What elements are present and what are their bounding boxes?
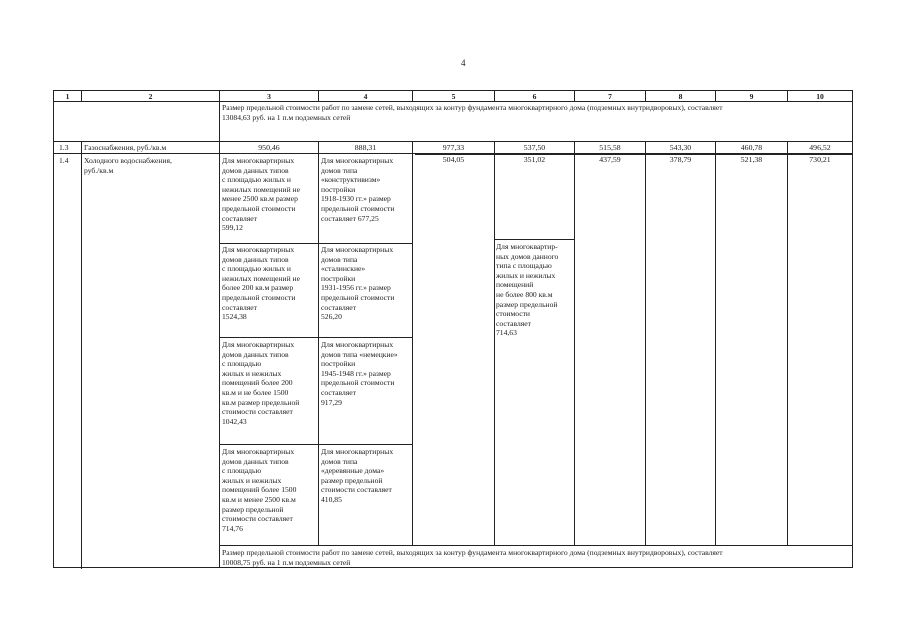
- row-1-4-col-3-cell-2: Для многоквартирных домов данных типов с площадью жилых и нежилых помещений не более 200 кв.м размер предельной стоимости составляет 1524,38: [222, 245, 300, 322]
- header-col-9: 9: [749, 92, 754, 101]
- row-1-3-col-4: 888,31: [354, 143, 377, 152]
- header-col-6: 6: [532, 92, 537, 101]
- row-1-3-name: Газоснабжения, руб./кв.м: [84, 143, 167, 152]
- row-1-3-col-6: 537,50: [523, 143, 546, 152]
- row-1-4-number: 1.4: [59, 156, 69, 165]
- row-1-3-col-10: 496,52: [809, 143, 831, 152]
- header-col-8: 8: [678, 92, 683, 101]
- note-bottom: Размер предельной стоимости работ по замене сетей, выходящих за контур фундамента многоквартирного дома (подземных внутридворовых), составляет 10008,75 руб. на 1 п.м подземных сетей: [222, 548, 723, 567]
- row-1-4-col-6: 351,02: [523, 155, 546, 164]
- header-col-1: 1: [65, 92, 70, 101]
- row-1-4-col-3-cell-3: Для многоквартирных домов данных типов с площадью жилых и нежилых помещений более 200 кв.м и не более 1500 кв.м размер предельной стоимости составляет 1042,43: [222, 340, 300, 426]
- header-col-5: 5: [451, 92, 456, 101]
- header-col-3: 3: [267, 92, 271, 101]
- row-1-4-col-8: 378,79: [669, 155, 692, 164]
- header-col-7: 7: [608, 92, 612, 101]
- row-1-3-col-8: 543,30: [669, 143, 692, 152]
- note-top: Размер предельной стоимости работ по замене сетей, выходящих за контур фундамента многоквартирного дома (подземных внутридворовых), составляет 13084,63 руб. на 1 п.м подземных сетей: [222, 103, 723, 122]
- row-1-4-col-4-cell-1: Для многоквартирных домов типа «конструктивизм» постройки 1918-1930 гг.» размер предельной стоимости составляет 677,25: [321, 156, 395, 223]
- row-1-4-col-6-note: Для многоквартир- ных домов данного типа с площадью жилых и нежилых помещений не более 800 кв.м размер предельной стоимости составляет 714,63: [496, 242, 559, 338]
- row-1-4-col-4-cell-2: Для многоквартирных домов типа «сталинские» постройки 1931-1956 гг.» размер предельной стоимости составляет 526,20: [321, 245, 395, 322]
- header-col-10: 10: [816, 92, 824, 101]
- row-1-4-col-9: 521,38: [740, 155, 763, 164]
- page-number: 4: [461, 58, 466, 68]
- row-1-3-number: 1.3: [59, 143, 69, 152]
- row-1-4-col-10: 730,21: [809, 155, 831, 164]
- cost-table: [53, 90, 853, 568]
- row-1-3-col-3: 950,46: [258, 143, 280, 152]
- header-col-4: 4: [363, 92, 368, 101]
- row-1-4-col-3-cell-1: Для многоквартирных домов данных типов с площадью жилых и нежилых помещений не менее 2500 кв.м размер предельной стоимости составляет 599,12: [222, 156, 300, 233]
- row-1-3-col-7: 515,58: [599, 143, 621, 152]
- header-col-2: 2: [148, 92, 153, 101]
- row-1-4-col-4-cell-4: Для многоквартирных домов типа «деревянные дома» размер предельной стоимости составляет 410,85: [321, 447, 394, 504]
- row-1-4-col-4-cell-3: Для многоквартирных домов типа «немецкие» постройки 1945-1948 гг.» размер предельной стоимости составляет 917,29: [321, 340, 398, 407]
- row-1-4-col-5: 504,05: [442, 155, 465, 164]
- row-1-3-col-5: 977,33: [442, 143, 465, 152]
- row-1-3-col-9: 460,78: [740, 143, 763, 152]
- row-1-4-col-7: 437,59: [599, 155, 621, 164]
- row-1-4-name: Холодного водоснабжения, руб./кв.м: [84, 156, 172, 175]
- row-1-4-col-3-cell-4: Для многоквартирных домов данных типов с площадью жилых и нежилых помещений более 1500 кв.м и менее 2500 кв.м размер предельной стоимости составляет 714,76: [222, 447, 297, 533]
